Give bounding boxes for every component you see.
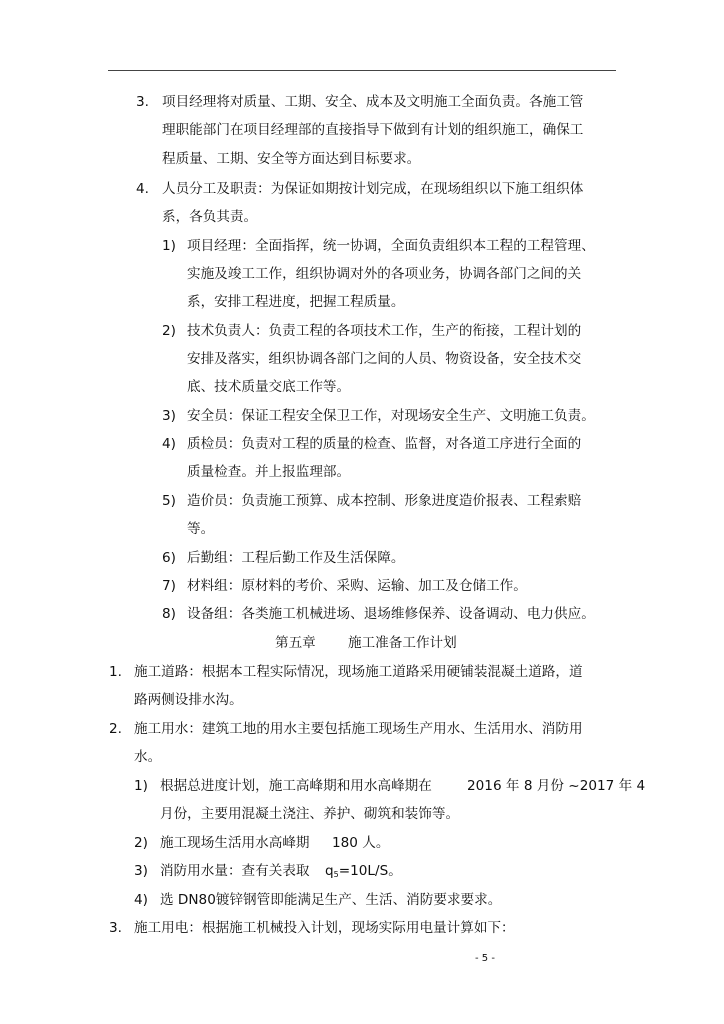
date-range-text: 2016 年 8 月份 ~2017 年 4 — [467, 778, 646, 794]
sub-list-number: 6) — [162, 550, 176, 566]
formula — [325, 862, 402, 884]
paragraph-line: 消防用水量：查有关表取 — [160, 863, 310, 879]
paragraph-line: 选 DN80镀锌钢管即能满足生产、生活、消防要求要求。 — [160, 892, 502, 908]
paragraph-line: 程质量、工期、安全等方面达到目标要求。 — [162, 151, 421, 167]
sub-list-number: 2) — [134, 835, 148, 851]
paragraph-line: 项目经理将对质量、工期、安全、成本及文明施工全面负责。各施工管 — [162, 94, 584, 110]
sub-list-number: 1) — [162, 238, 176, 254]
paragraph-line: 等。 — [187, 521, 215, 537]
paragraph-line: 理职能部门在项目经理部的直接指导下做到有计划的组织施工，确保工 — [162, 122, 584, 138]
paragraph-line: 项目经理：全面指挥，统一协调，全面负责组织本工程的工程管理、 — [187, 238, 595, 254]
formula-symbol: q — [325, 863, 334, 879]
sub-list-number: 4) — [134, 892, 148, 908]
list-number: 2. — [109, 721, 122, 737]
chapter-number: 第五章 — [275, 635, 316, 651]
paragraph-line: 材料组：原材料的考价、采购、运输、加工及仓储工作。 — [187, 578, 527, 594]
formula-subscript: 5 — [333, 870, 339, 879]
paragraph-line: 安全员：保证工程安全保卫工作，对现场安全生产、文明施工负责。 — [187, 408, 595, 424]
sub-list-number: 5) — [162, 493, 176, 509]
paragraph-line: 质检员：负责对工程的质量的检查、监督，对各道工序进行全面的 — [187, 436, 582, 452]
sub-list-number: 3) — [162, 408, 176, 424]
paragraph-line: 水。 — [134, 749, 162, 765]
list-number: 1. — [109, 664, 122, 680]
paragraph-line: 路两侧设排水沟。 — [134, 692, 243, 708]
header-rule — [108, 70, 616, 71]
paragraph-line: 施工道路：根据本工程实际情况，现场施工道路采用硬铺装混凝土道路，道 — [134, 664, 583, 680]
chapter-title: 施工准备工作计划 — [348, 635, 457, 651]
list-number: 3. — [136, 94, 149, 110]
paragraph-line: 安排及落实，组织协调各部门之间的人员、物资设备，安全技术交 — [187, 351, 582, 367]
paragraph-line: 造价员：负责施工预算、成本控制、形象进度造价报表、工程索赔 — [187, 493, 582, 509]
paragraph-line: 质量检查。并上报监理部。 — [187, 464, 351, 480]
paragraph-line: 施工用水：建筑工地的用水主要包括施工现场生产用水、生活用水、消防用 — [134, 721, 583, 737]
sub-list-number: 7) — [162, 578, 176, 594]
page-number: - 5 - — [475, 953, 495, 964]
paragraph-line: 后勤组：工程后勤工作及生活保障。 — [187, 550, 405, 566]
paragraph-line: 根据总进度计划，施工高峰期和用水高峰期在 — [160, 778, 432, 794]
sub-list-number: 1) — [134, 778, 148, 794]
paragraph-line: 月份，主要用混凝土浇注、养护、砌筑和装饰等。 — [160, 806, 460, 822]
sub-list-number: 4) — [162, 436, 176, 452]
sub-list-number: 2) — [162, 323, 176, 339]
list-number: 4. — [136, 181, 149, 197]
paragraph-line: 设备组：各类施工机械进场、退场维修保养、设备调动、电力供应。 — [187, 606, 595, 622]
paragraph-line: 施工用电：根据施工机械投入计划，现场实际用电量计算如下： — [134, 920, 515, 936]
paragraph-line: 系，各负其责。 — [162, 209, 258, 225]
paragraph-line: 系，安排工程进度，把握工程质量。 — [187, 294, 405, 310]
headcount-value: 180 人。 — [332, 835, 390, 851]
paragraph-line: 人员分工及职责：为保证如期按计划完成，在现场组织以下施工组织体 — [162, 181, 584, 197]
sub-list-number: 3) — [134, 863, 148, 879]
sub-list-number: 8) — [162, 606, 176, 622]
paragraph-line: 底、技术质量交底工作等。 — [187, 379, 351, 395]
formula-value: =10L/S。 — [338, 863, 402, 879]
paragraph-line: 施工现场生活用水高峰期 — [160, 835, 310, 851]
paragraph-line: 技术负责人：负责工程的各项技术工作，生产的衔接，工程计划的 — [187, 323, 582, 339]
paragraph-line: 实施及竣工工作，组织协调对外的各项业务，协调各部门之间的关 — [187, 266, 582, 282]
list-number: 3. — [109, 920, 122, 936]
